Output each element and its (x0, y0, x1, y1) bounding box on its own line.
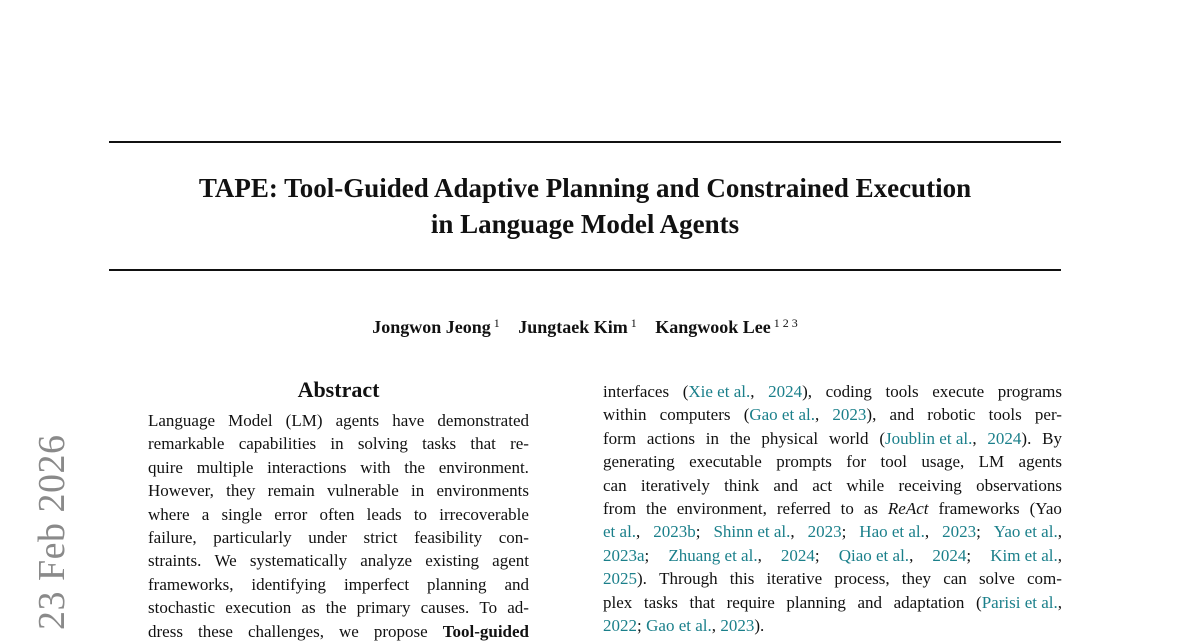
citation-link[interactable]: Gao et al. (749, 405, 815, 425)
word: ReAct (887, 498, 929, 518)
word: we (338, 621, 359, 641)
text-line (148, 573, 529, 596)
author-name: Jungtaek Kim (518, 317, 628, 337)
word: irrecoverable (439, 504, 529, 524)
word: Yao et al., (993, 522, 1062, 542)
text-line (603, 403, 1062, 426)
word: per- (1034, 405, 1062, 425)
word: et al., (603, 522, 641, 542)
author-1 (372, 317, 500, 337)
word: iterative (766, 569, 823, 589)
word: strict (363, 527, 398, 547)
word: challenges, (247, 621, 324, 641)
citation-link[interactable]: 2024 (987, 428, 1022, 448)
text-line (603, 591, 1062, 614)
word: computers (659, 405, 731, 425)
word: the (729, 428, 751, 448)
word: to (840, 498, 854, 518)
word: (Xie et al., (682, 382, 755, 401)
word: generating (603, 452, 675, 472)
text-line (603, 450, 1062, 473)
citation-link[interactable]: 2022 (603, 615, 637, 635)
citation-link[interactable]: Joublin et al. (885, 428, 973, 448)
word: tasks (643, 592, 678, 612)
word: systematically (249, 551, 348, 571)
word: particularly (213, 527, 292, 547)
word: existing (425, 551, 480, 571)
word: failure, (148, 527, 197, 547)
citation-link[interactable]: Hao et al. (859, 522, 925, 542)
author-3 (655, 317, 798, 337)
text-line (148, 479, 529, 502)
word: quire (148, 457, 183, 477)
citation-link[interactable]: Shinn et al. (713, 522, 791, 542)
word: (Parisi et al., (976, 592, 1062, 612)
word: 2023), (832, 405, 877, 425)
word: leads (366, 504, 402, 524)
word: and (773, 475, 798, 495)
word: primary (356, 598, 411, 618)
bottom-title-rule (109, 269, 1061, 271)
word: Hao et al., (859, 522, 930, 542)
word: stochastic (148, 598, 216, 618)
word: feasibility (414, 527, 483, 547)
word: actions (646, 428, 695, 448)
word: receiving (898, 475, 962, 495)
word: Shinn et al., (713, 522, 795, 542)
word: act (812, 475, 833, 495)
word: remain (267, 481, 315, 501)
text-line (603, 380, 1062, 403)
word: think (724, 475, 760, 495)
citation-link[interactable]: 2023a (603, 545, 645, 565)
word: execution (225, 598, 292, 618)
word: environments (436, 481, 529, 501)
word: from (603, 498, 637, 518)
word: they (226, 481, 256, 501)
citation-link[interactable]: 2025 (603, 569, 637, 589)
word: Gao et al., (646, 615, 716, 635)
arxiv-date-stamp: 23 Feb 2026 (31, 434, 73, 630)
word: have (392, 411, 425, 430)
word: in (330, 434, 344, 454)
word: Model (228, 411, 273, 430)
text-line (603, 427, 1062, 450)
text-line (148, 620, 529, 643)
word: propose (373, 621, 428, 641)
word: planning (786, 592, 846, 612)
word: usage, (921, 452, 965, 472)
word: vulnerable (327, 481, 399, 501)
citation-link[interactable]: et al. (603, 522, 637, 542)
word: capabilities (238, 434, 317, 454)
word: ad- (507, 598, 529, 618)
word: Language (148, 411, 216, 430)
author-affiliation: 1 (630, 316, 637, 330)
word: error (274, 504, 308, 524)
word: that (470, 434, 496, 454)
text-line (148, 432, 529, 455)
word: com- (1026, 569, 1062, 589)
citation-link[interactable]: Gao et al. (646, 615, 712, 635)
word: executable (689, 452, 762, 472)
citation-link[interactable]: Qiao et al. (838, 545, 910, 565)
word: the (646, 498, 667, 518)
word: adaptation (893, 592, 965, 612)
word: as (863, 498, 878, 518)
citation-link[interactable]: 2023 (942, 522, 977, 542)
word: that (689, 592, 715, 612)
word: interfaces (603, 382, 670, 401)
author-affiliation: 1 (493, 316, 500, 330)
word: 2024). (987, 428, 1032, 448)
author-affiliation: 1 2 3 (773, 316, 798, 330)
citation-link[interactable]: 2023 (832, 405, 867, 425)
word: (Gao et al., (743, 405, 820, 425)
text-line (148, 409, 529, 432)
word: Kim et al., (990, 545, 1062, 565)
word: 2024; (932, 545, 972, 565)
word: and (889, 405, 915, 425)
text-line (148, 549, 529, 572)
word: robotic (927, 405, 976, 425)
text-line (148, 596, 529, 619)
word: in (410, 481, 425, 501)
citation-link[interactable]: Zhuang et al. (668, 545, 758, 565)
word: By (1042, 428, 1062, 448)
word: (Joublin et al., (879, 428, 977, 448)
word: LM (978, 452, 1005, 472)
word: tasks (422, 434, 457, 454)
word: agent (492, 551, 529, 571)
word: solving (357, 434, 408, 454)
word: world (828, 428, 869, 448)
citation-link[interactable]: 2024 (780, 545, 815, 565)
text-line (603, 497, 1062, 520)
author-2 (518, 317, 637, 337)
text-line (603, 567, 1062, 590)
word: and (857, 592, 883, 612)
word: under (308, 527, 347, 547)
word: 2023; (807, 522, 847, 542)
word: in (705, 428, 720, 448)
word: 2024), (768, 382, 813, 401)
word: prompts (776, 452, 832, 472)
word: remarkable (148, 434, 225, 454)
word: where (148, 504, 190, 524)
abstract-heading: Abstract (297, 377, 380, 402)
abstract-body (148, 409, 529, 643)
citation-link[interactable]: 2023 (720, 615, 755, 635)
word: 2023). (720, 615, 765, 635)
word: However, (148, 481, 214, 501)
word: while (846, 475, 885, 495)
title-line-1: TAPE: Tool-Guided Adaptive Planning and Constrained Execution (198, 173, 972, 203)
word: 2023; (942, 522, 981, 542)
word: often (319, 504, 355, 524)
word: 2025). (603, 569, 647, 589)
author-name: Kangwook Lee (655, 317, 771, 337)
citation-link[interactable]: 2023b (653, 522, 696, 542)
word: demonstrated (437, 411, 529, 430)
text-line (148, 503, 529, 526)
word: single (221, 504, 263, 524)
word: process, (834, 569, 890, 589)
author-name: Jongwon Jeong (372, 317, 491, 337)
word: these (197, 621, 233, 641)
word: physical (761, 428, 819, 448)
word: require (726, 592, 775, 612)
citation-link[interactable]: 2023 (807, 522, 842, 542)
word: agents (1018, 452, 1062, 472)
text-line (148, 456, 529, 479)
word: 2022; (603, 615, 642, 635)
word: as (301, 598, 316, 618)
word: they (901, 569, 932, 589)
word: multiple (196, 457, 254, 477)
word: the (404, 457, 425, 477)
word: frameworks (938, 498, 1020, 518)
word: con- (498, 527, 529, 547)
word: To (479, 598, 498, 618)
word: tool (880, 452, 907, 472)
word: We (214, 551, 237, 571)
word: plex (603, 592, 633, 612)
word: can (603, 475, 627, 495)
text-line (603, 520, 1062, 543)
citation-link[interactable]: Kim et al. (990, 545, 1058, 565)
word: environment. (438, 457, 529, 477)
word: to (413, 504, 428, 524)
author-list (109, 311, 1061, 339)
word: straints. (148, 551, 202, 571)
word: re- (510, 434, 529, 454)
word: referred (776, 498, 831, 518)
word: causes. (420, 598, 470, 618)
word: iteratively (640, 475, 710, 495)
text-line (603, 614, 1062, 637)
word: coding (825, 382, 872, 401)
word: analyze (360, 551, 413, 571)
word: tools (885, 382, 919, 401)
top-title-rule (109, 141, 1061, 143)
citation-link[interactable]: 2024 (768, 382, 803, 401)
word: solve (978, 569, 1015, 589)
citation-link[interactable]: Parisi et al. (981, 592, 1058, 612)
word: a (201, 504, 210, 524)
word: Zhuang et al., (668, 545, 762, 565)
word: (LM) (285, 411, 323, 430)
word: can (943, 569, 967, 589)
word: for (846, 452, 867, 472)
paper-title (109, 170, 1061, 242)
word: 2024; (780, 545, 820, 565)
text-line (148, 526, 529, 549)
word: observations (976, 475, 1062, 495)
word: environment, (676, 498, 767, 518)
word: agents (335, 411, 380, 430)
citation-link[interactable]: Xie et al. (688, 382, 751, 401)
word: within (603, 405, 647, 425)
word: identifying (251, 574, 326, 594)
word: (Yao (1029, 498, 1062, 518)
word: the (325, 598, 347, 618)
word: this (729, 569, 755, 589)
title-line-2: in Language Model Agents (430, 209, 740, 239)
word: Through (659, 569, 718, 589)
word: Tool-guided (442, 621, 529, 641)
word: and (504, 574, 529, 594)
word: form (603, 428, 637, 448)
word: tools (988, 405, 1022, 425)
introduction-body (603, 380, 1062, 637)
word: interactions (267, 457, 347, 477)
word: dress (148, 621, 183, 641)
word: planning (427, 574, 487, 594)
word: execute (932, 382, 985, 401)
word: programs (997, 382, 1062, 401)
text-line (603, 544, 1062, 567)
text-line (603, 474, 1062, 497)
word: with (360, 457, 391, 477)
citation-link[interactable]: 2024 (932, 545, 967, 565)
word: Qiao et al., (838, 545, 914, 565)
citation-link[interactable]: Yao et al. (993, 522, 1058, 542)
word: 2023a; (603, 545, 650, 565)
word: 2023b; (653, 522, 701, 542)
word: frameworks, (148, 574, 234, 594)
word: imperfect (343, 574, 410, 594)
